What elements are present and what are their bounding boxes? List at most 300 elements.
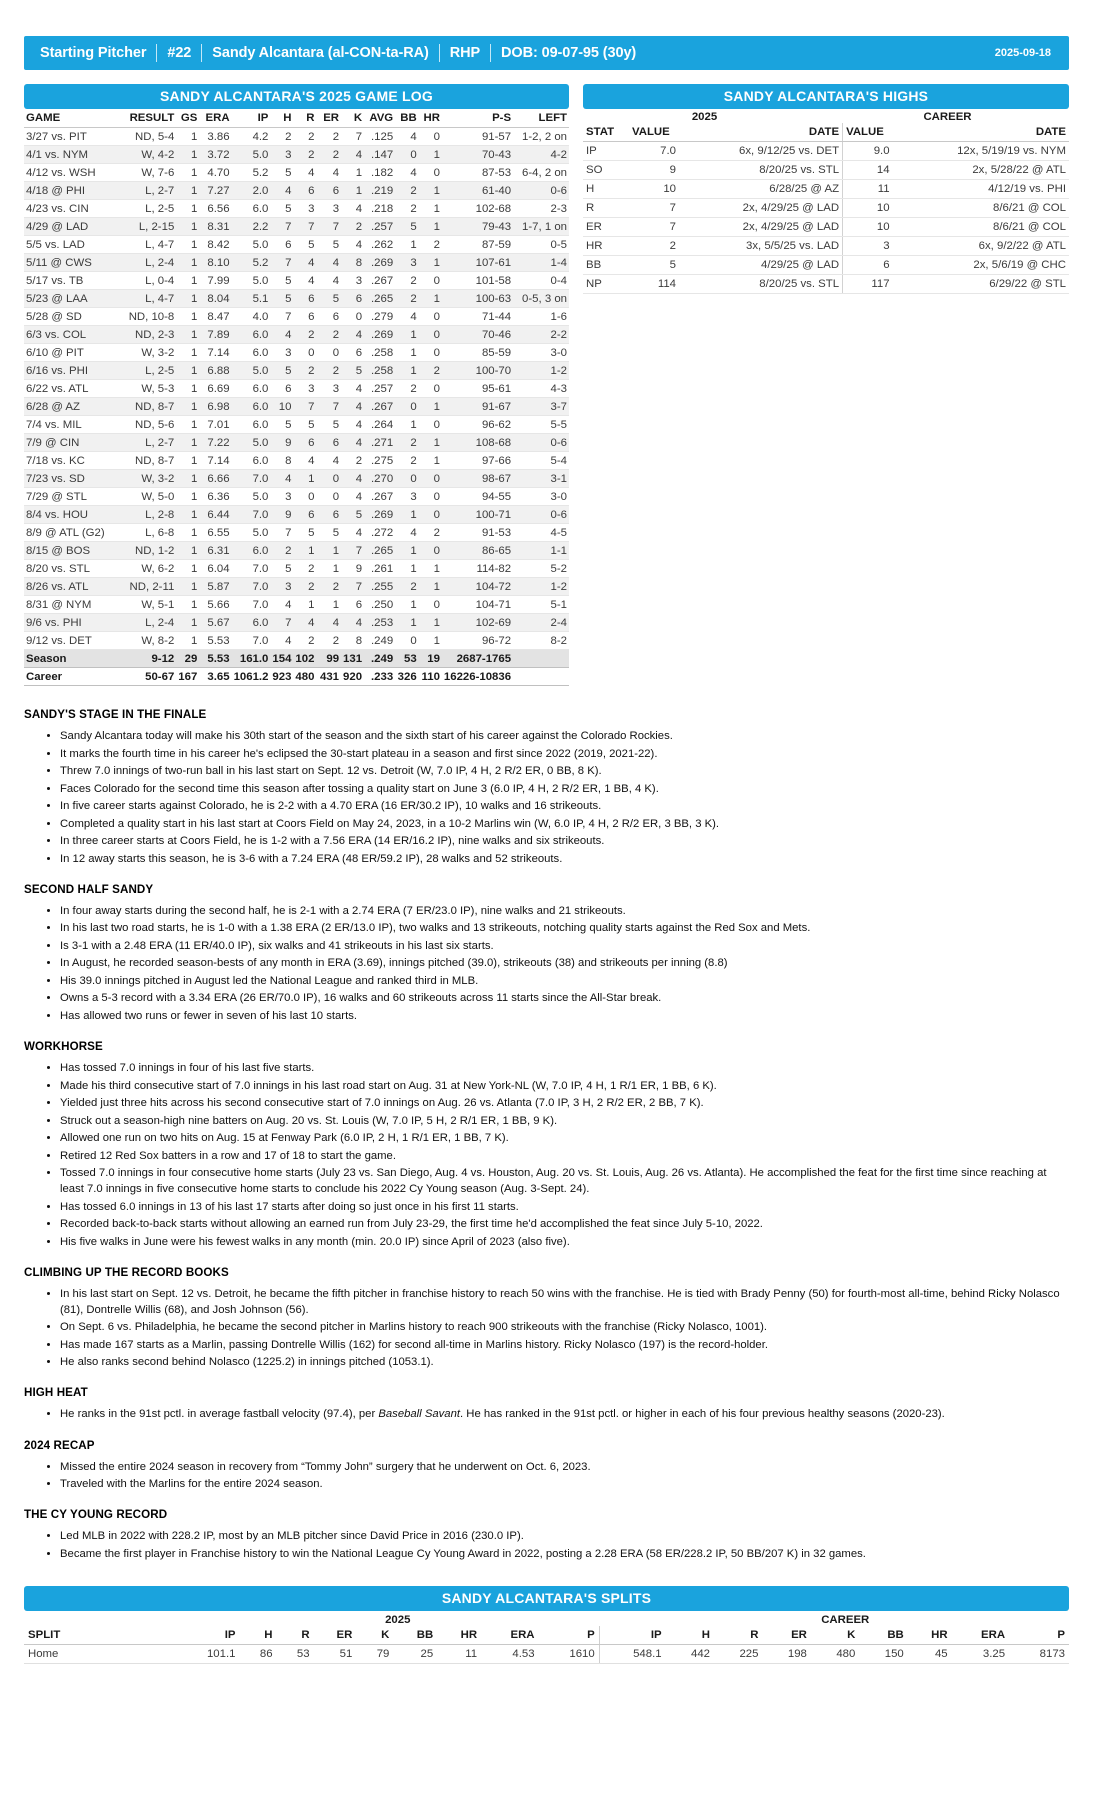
note-heading: 2024 RECAP (24, 1438, 95, 1452)
game-log-cell: 101-58 (442, 272, 513, 290)
game-log-cell: 1 (395, 326, 419, 344)
game-log-cell: .255 (364, 578, 395, 596)
game-log-cell: 5 (270, 200, 293, 218)
highs-cell: 114 (629, 275, 679, 294)
highs-header-row (583, 123, 1069, 142)
game-log-cell: 6.0 (232, 326, 271, 344)
game-log-cell: 1 (176, 632, 199, 650)
game-log-cell: 6/3 vs. COL (24, 326, 120, 344)
game-log-cell: 61-40 (442, 182, 513, 200)
game-log-cell: 5.67 (199, 614, 231, 632)
game-log-cell: 5-5 (513, 416, 569, 434)
game-log-cell: .182 (364, 164, 395, 182)
game-log-cell: 6 (316, 182, 341, 200)
game-log-cell: 4 (341, 146, 364, 164)
game-log-cell: .265 (364, 542, 395, 560)
game-log-cell: 4.2 (232, 128, 271, 146)
game-log-cell: 0 (395, 398, 419, 416)
game-log-cell: 79-43 (442, 218, 513, 236)
game-log-cell: 7/29 @ STL (24, 488, 120, 506)
game-log-table (24, 109, 569, 686)
game-log-cell: 6.0 (232, 542, 271, 560)
game-log-cell: 2 (419, 362, 442, 380)
game-log-cell: 8/20 vs. STL (24, 560, 120, 578)
highs-row (583, 256, 1069, 275)
splits-col-career-h: H (666, 1626, 714, 1645)
game-log-cell: 4 (293, 254, 316, 272)
note-bullet: • Missed the entire 2024 season in recovery from “Tommy John” surgery that he underwent on Oct. 6, 2023. (60, 1459, 1069, 1475)
highs-cell: ER (583, 218, 629, 237)
banner-dob: DOB: 09-07-95 (30y) (501, 45, 637, 61)
game-log-cell: 0 (419, 596, 442, 614)
game-log-cell: 2 (341, 218, 364, 236)
game-log-cell: 5.0 (232, 434, 271, 452)
game-log-cell: 1 (176, 560, 199, 578)
game-log-cell: 1 (176, 416, 199, 434)
game-log-cell: 9 (270, 434, 293, 452)
game-log-cell: 5/5 vs. LAD (24, 236, 120, 254)
game-log-cell: 1 (395, 596, 419, 614)
note-bullet: • Made his third consecutive start of 7.0 innings in his last road start on Aug. 31 at New York-NL (W, 7.0 IP, 4 H, 1 R/1 ER, 1 BB, 6 K). (60, 1078, 1069, 1094)
game-log-title: SANDY ALCANTARA'S 2025 GAME LOG (24, 84, 569, 109)
game-log-cell: 4/29 @ LAD (24, 218, 120, 236)
game-log-cell: 3 (270, 578, 293, 596)
game-log-cell: 1-2 (513, 362, 569, 380)
highs-cell: 8/6/21 @ COL (893, 218, 1069, 237)
splits-col-career-p: P (1009, 1626, 1069, 1645)
game-log-cell: 6 (316, 308, 341, 326)
game-log-cell: 91-57 (442, 128, 513, 146)
highs-col-1-value: VALUE (629, 123, 679, 142)
note-bullet: • In his last start on Sept. 12 vs. Detroit, he became the fifth pitcher in franchise history to reach 50 wins with the franchise. He is tied with Brady Penny (50) for fourth-most all-time, behind Ricky Nolasco (81), Dontrelle Willis (68), and Josh Johnson (56). (60, 1286, 1069, 1318)
note-bullet: • On Sept. 6 vs. Philadelphia, he became the second pitcher in Marlins history to reach 900 strikeouts with the franchise (Ricky Nolasco, 1001). (60, 1319, 1069, 1335)
splits-cell-2025: 53 (277, 1644, 314, 1663)
note-bullet: • Recorded back-to-back starts without allowing an earned run from July 23-29, the first time he'd accomplished the feat since July 5-10, 2022. (60, 1216, 1069, 1232)
game-log-cell: 1 (293, 596, 316, 614)
highs-cell: 6/29/22 @ STL (893, 275, 1069, 294)
game-log-cell: 6.0 (232, 614, 271, 632)
game-log-cell: .125 (364, 128, 395, 146)
game-log-cell: 5 (293, 524, 316, 542)
splits-cell-2025: 86 (239, 1644, 276, 1663)
note-bullet-list (42, 1406, 1069, 1422)
game-log-col-r: R (293, 109, 316, 128)
game-log-foot (24, 650, 569, 686)
game-log-cell: 5.2 (232, 164, 271, 182)
game-log-cell: .147 (364, 146, 395, 164)
game-log-cell: 6/22 vs. ATL (24, 380, 120, 398)
highs-cell: 7 (629, 218, 679, 237)
game-log-cell: 1 (176, 470, 199, 488)
game-log-cell: 1 (176, 398, 199, 416)
game-log-cell: 6/10 @ PIT (24, 344, 120, 362)
game-log-cell: .271 (364, 434, 395, 452)
game-log-cell: 8.47 (199, 308, 231, 326)
highs-cell: 2x, 5/28/22 @ ATL (893, 161, 1069, 180)
game-log-cell: .261 (364, 560, 395, 578)
splits-cell-2025: 4.53 (481, 1644, 538, 1663)
game-log-cell: 6.0 (232, 452, 271, 470)
game-log-cell: 5 (270, 272, 293, 290)
note-bullet: • Has tossed 6.0 innings in 13 of his last 17 starts after doing so just once in his first 11 starts. (60, 1199, 1069, 1215)
game-log-row (24, 254, 569, 272)
game-log-header-row (24, 109, 569, 128)
game-log-cell: 4 (270, 470, 293, 488)
game-log-cell: 5 (316, 236, 341, 254)
game-log-cell: 5 (270, 362, 293, 380)
game-log-cell: 100-71 (442, 506, 513, 524)
note-bullet: • Tossed 7.0 innings in four consecutive home starts (July 23 vs. San Diego, Aug. 4 vs. Houston, Aug. 20 vs. St. Louis, Aug. 26 vs. Atlanta). He accomplished the feat for the first time since reaching at least 7.0 innings in five consecutive home starts to conclude his 2022 Cy Young season (Aug. 3-Sept. 24). (60, 1165, 1069, 1197)
game-log-cell: 0 (316, 470, 341, 488)
highs-cell: 10 (843, 199, 893, 218)
game-log-cell: 7.99 (199, 272, 231, 290)
game-log-row (24, 506, 569, 524)
game-log-cell: 0-6 (513, 506, 569, 524)
game-log-total-cell: 923 (270, 668, 293, 686)
game-log-col-p-s: P-S (442, 109, 513, 128)
splits-col-career-bb: BB (859, 1626, 907, 1645)
game-log-cell: L, 0-4 (120, 272, 176, 290)
game-log-cell: 7 (341, 578, 364, 596)
game-log-cell: 5-1 (513, 596, 569, 614)
game-log-col-ip: IP (232, 109, 271, 128)
game-log-cell: ND, 1-2 (120, 542, 176, 560)
game-log-total-cell: 9-12 (120, 650, 176, 668)
game-log-cell: 4 (293, 272, 316, 290)
game-log-cell: 70-46 (442, 326, 513, 344)
game-log-cell: 4 (341, 416, 364, 434)
game-log-cell: 0 (419, 164, 442, 182)
highs-cell: HR (583, 237, 629, 256)
game-log-cell: 2 (395, 578, 419, 596)
game-log-row (24, 596, 569, 614)
splits-col-2025-p: P (539, 1626, 600, 1645)
game-log-cell: 7.14 (199, 344, 231, 362)
game-log-cell: 94-55 (442, 488, 513, 506)
game-log-cell: 104-71 (442, 596, 513, 614)
game-log-cell: .279 (364, 308, 395, 326)
game-log-cell: 7.22 (199, 434, 231, 452)
game-log-cell: 1 (419, 452, 442, 470)
game-log-cell: 2 (395, 200, 419, 218)
note-bullet: • He also ranks second behind Nolasco (1225.2) in innings pitched (1053.1). (60, 1354, 1069, 1370)
splits-group-spacer (24, 1614, 174, 1626)
game-log-row (24, 452, 569, 470)
game-log-cell: 0 (419, 416, 442, 434)
game-log-total-cell: 50-67 (120, 668, 176, 686)
game-log-cell: 0 (293, 344, 316, 362)
game-log-cell: 6.56 (199, 200, 231, 218)
splits-col-career-k: K (811, 1626, 859, 1645)
game-log-cell: 70-43 (442, 146, 513, 164)
game-log-cell: 1-2, 2 on (513, 128, 569, 146)
game-log-row (24, 290, 569, 308)
splits-table (24, 1626, 1069, 1664)
highs-cell: R (583, 199, 629, 218)
splits-cell-2025: 101.1 (174, 1644, 239, 1663)
game-log-row (24, 272, 569, 290)
highs-cell: 117 (843, 275, 893, 294)
game-log-row (24, 578, 569, 596)
game-log-row (24, 236, 569, 254)
game-log-cell: 0 (395, 470, 419, 488)
splits-col-2025-bb: BB (393, 1626, 437, 1645)
game-log-cell: 6.0 (232, 416, 271, 434)
highs-cell: 7 (629, 199, 679, 218)
game-log-cell: 7 (270, 254, 293, 272)
game-log-cell: 7.0 (232, 596, 271, 614)
game-log-cell: 6.55 (199, 524, 231, 542)
highs-cell: 3 (843, 237, 893, 256)
highs-cell: 9 (629, 161, 679, 180)
game-log-cell: L, 2-5 (120, 200, 176, 218)
game-log-cell: 3 (270, 344, 293, 362)
game-log-cell: 0 (419, 542, 442, 560)
game-log-total-cell: 431 (316, 668, 341, 686)
game-log-row (24, 128, 569, 146)
game-log-cell: 7.0 (232, 632, 271, 650)
game-log-cell: 7.89 (199, 326, 231, 344)
game-log-cell: 1 (176, 506, 199, 524)
game-log-cell: 2 (293, 578, 316, 596)
game-log-cell: 102-68 (442, 200, 513, 218)
game-log-cell: 1 (316, 560, 341, 578)
note-bullet: • Is 3-1 with a 2.48 ERA (11 ER/40.0 IP), six walks and 41 strikeouts in his last six starts. (60, 938, 1069, 954)
note-heading: SANDY'S STAGE IN THE FINALE (24, 708, 207, 721)
game-log-cell: L, 2-8 (120, 506, 176, 524)
game-log-body (24, 128, 569, 650)
top-tables-region (24, 84, 1069, 686)
game-log-head (24, 109, 569, 128)
game-log-cell: 6 (293, 182, 316, 200)
splits-cell-2025: 51 (314, 1644, 357, 1663)
game-log-cell: 5.2 (232, 254, 271, 272)
game-log-cell: ND, 10-8 (120, 308, 176, 326)
game-log-cell: 1 (419, 146, 442, 164)
game-log-cell: .270 (364, 470, 395, 488)
game-log-cell: W, 5-3 (120, 380, 176, 398)
splits-cell-2025: 79 (356, 1644, 393, 1663)
game-log-total-cell (513, 650, 569, 668)
game-log-cell: 2.2 (232, 218, 271, 236)
highs-cell: 6x, 9/12/25 vs. DET (679, 142, 843, 161)
note-bullet: • Traveled with the Marlins for the entire 2024 season. (60, 1476, 1069, 1492)
game-log-cell: 1 (176, 308, 199, 326)
note-bullet: • In his last two road starts, he is 1-0 with a 1.38 ERA (2 ER/13.0 IP), two walks and 13 strikeouts, notching quality starts against the Red Sox and Mets. (60, 920, 1069, 936)
game-log-cell: 9 (341, 560, 364, 578)
highs-section (583, 84, 1069, 294)
game-log-cell: 1 (176, 524, 199, 542)
game-log-cell: 100-63 (442, 290, 513, 308)
game-log-total-cell: Season (24, 650, 120, 668)
splits-group-career: CAREER (821, 1613, 870, 1626)
game-log-cell: 3 (270, 488, 293, 506)
highs-cell: SO (583, 161, 629, 180)
game-log-cell: 0-5, 3 on (513, 290, 569, 308)
game-log-total-cell: 326 (395, 668, 419, 686)
game-log-cell: 10 (270, 398, 293, 416)
game-log-cell: 1 (419, 560, 442, 578)
highs-col-2-date: DATE (679, 123, 843, 142)
game-log-cell: 6.0 (232, 398, 271, 416)
game-log-cell: 4 (316, 452, 341, 470)
game-log-cell: 4 (395, 128, 419, 146)
highs-cell: NP (583, 275, 629, 294)
game-log-cell: 2-3 (513, 200, 569, 218)
highs-cell: 6/28/25 @ AZ (679, 180, 843, 199)
game-log-total-cell: 1061.2 (232, 668, 271, 686)
game-log-cell: 96-62 (442, 416, 513, 434)
game-log-cell: 6/16 vs. PHI (24, 362, 120, 380)
game-log-cell: 0 (419, 506, 442, 524)
game-log-total-cell: 110 (419, 668, 442, 686)
highs-cell: 14 (843, 161, 893, 180)
splits-col-career-ip: IP (599, 1626, 665, 1645)
game-log-col-er: ER (316, 109, 341, 128)
splits-cell-career: 548.1 (599, 1644, 665, 1663)
game-log-cell: 4.70 (199, 164, 231, 182)
game-log-cell: 5.0 (232, 362, 271, 380)
game-log-cell: 0 (419, 470, 442, 488)
game-log-cell: 8.04 (199, 290, 231, 308)
banner-jersey-number: #22 (167, 45, 192, 61)
game-log-cell: 2 (293, 362, 316, 380)
game-log-col-left: LEFT (513, 109, 569, 128)
game-log-cell: 4 (341, 200, 364, 218)
game-log-cell: 4 (341, 398, 364, 416)
splits-cell-2025: 11 (437, 1644, 481, 1663)
game-log-row (24, 218, 569, 236)
game-log-cell: 4 (341, 524, 364, 542)
game-log-cell: ND, 2-11 (120, 578, 176, 596)
game-log-cell: 4-3 (513, 380, 569, 398)
game-log-cell: 85-59 (442, 344, 513, 362)
game-log-row (24, 614, 569, 632)
game-log-cell: 2 (293, 146, 316, 164)
note-bullet: • Struck out a season-high nine batters on Aug. 20 vs. St. Louis (W, 7.0 IP, 5 H, 2 R/1 ER, 1 BB, 9 K). (60, 1113, 1069, 1129)
game-log-cell: 7 (270, 524, 293, 542)
game-log-cell: 4 (316, 254, 341, 272)
game-log-cell: 3 (316, 380, 341, 398)
game-log-row (24, 524, 569, 542)
game-log-cell: 1 (176, 434, 199, 452)
game-log-cell: 4.0 (232, 308, 271, 326)
game-log-cell: 5.87 (199, 578, 231, 596)
game-log-cell: 7.0 (232, 578, 271, 596)
highs-cell: 4/29/25 @ LAD (679, 256, 843, 275)
game-log-cell: 0 (395, 632, 419, 650)
game-log-cell: ND, 8-7 (120, 398, 176, 416)
game-log-cell: .219 (364, 182, 395, 200)
game-log-cell: 7.0 (232, 470, 271, 488)
game-log-col-bb: BB (395, 109, 419, 128)
note-bullet: • Threw 7.0 innings of two-run ball in his last start on Sept. 12 vs. Detroit (W, 7.0 IP, 4 H, 2 R/2 ER, 0 BB, 8 K). (60, 763, 1069, 779)
game-log-cell: 8/15 @ BOS (24, 542, 120, 560)
game-log-cell: 1 (395, 614, 419, 632)
highs-cell: H (583, 180, 629, 199)
game-log-cell: 7/4 vs. MIL (24, 416, 120, 434)
game-log-total-cell: 131 (341, 650, 364, 668)
game-log-cell: 1 (395, 506, 419, 524)
game-log-cell: 1 (176, 596, 199, 614)
highs-cell: 6 (843, 256, 893, 275)
game-log-cell: 1-1 (513, 542, 569, 560)
game-log-cell: 1 (395, 362, 419, 380)
note-bullet: • It marks the fourth time in his career he's eclipsed the 30-start plateau in a season and first since 2022 (2019, 2021-22). (60, 746, 1069, 762)
game-log-total-cell: 5.53 (199, 650, 231, 668)
game-log-cell: 102-69 (442, 614, 513, 632)
game-log-cell: 4/12 vs. WSH (24, 164, 120, 182)
game-log-cell: 1 (316, 542, 341, 560)
highs-row (583, 199, 1069, 218)
game-log-cell: 4 (293, 164, 316, 182)
note-bullet: • In 12 away starts this season, he is 3-6 with a 7.24 ERA (48 ER/59.2 IP), 28 walks and 52 strikeouts. (60, 851, 1069, 867)
game-log-cell: 0-4 (513, 272, 569, 290)
highs-cell: 12x, 5/19/19 vs. NYM (893, 142, 1069, 161)
banner-throwing-hand: RHP (449, 45, 481, 61)
game-log-cell: 2 (293, 560, 316, 578)
game-log-cell: 1 (316, 596, 341, 614)
game-log-cell: 6 (316, 434, 341, 452)
game-log-cell: 4 (341, 380, 364, 398)
game-log-cell: 6 (270, 236, 293, 254)
game-log-cell: 100-70 (442, 362, 513, 380)
game-log-cell: 95-61 (442, 380, 513, 398)
game-log-cell: 1 (395, 560, 419, 578)
note-bullet: • Became the first player in Franchise history to win the National League Cy Young Award in 2022, posting a 2.28 ERA (58 ER/228.2 IP, 50 BB/207 K) in 32 games. (60, 1546, 1069, 1562)
game-log-cell: 3 (270, 146, 293, 164)
game-log-cell: 5.1 (232, 290, 271, 308)
game-log-row (24, 182, 569, 200)
game-log-col-hr: HR (419, 109, 442, 128)
highs-cell: 8/20/25 vs. STL (679, 161, 843, 180)
game-log-cell: .272 (364, 524, 395, 542)
game-log-cell: 6 (293, 308, 316, 326)
game-log-total-row (24, 668, 569, 686)
player-banner (24, 36, 1069, 70)
game-log-cell: 1 (176, 344, 199, 362)
game-log-cell: 7.27 (199, 182, 231, 200)
game-log-cell: 1 (176, 380, 199, 398)
game-log-total-cell: 99 (316, 650, 341, 668)
note-bullet: • Completed a quality start in his last start at Coors Field on May 24, 2023, in a 10-2 Marlins win (W, 6.0 IP, 4 H, 2 R/2 ER, 3 BB, 3 K). (60, 816, 1069, 832)
game-log-cell: 6.44 (199, 506, 231, 524)
game-log-cell: 1 (176, 542, 199, 560)
game-log-cell: 3-1 (513, 470, 569, 488)
game-log-cell: 5-2 (513, 560, 569, 578)
game-log-cell: 5 (270, 164, 293, 182)
game-log-cell: 2 (293, 632, 316, 650)
note-heading: WORKHORSE (24, 1039, 103, 1053)
game-log-cell: 7.0 (232, 506, 271, 524)
game-log-cell: 6 (293, 290, 316, 308)
game-log-cell: 2 (316, 146, 341, 164)
highs-cell: 2x, 4/29/25 @ LAD (679, 199, 843, 218)
game-log-cell: .253 (364, 614, 395, 632)
game-log-cell: 6 (270, 380, 293, 398)
splits-title: SANDY ALCANTARA'S SPLITS (24, 1586, 1069, 1611)
note-bullet: • Owns a 5-3 record with a 3.34 ERA (26 ER/70.0 IP), 16 walks and 60 strikeouts across 11 starts since the All-Star break. (60, 990, 1069, 1006)
game-log-cell: W, 4-2 (120, 146, 176, 164)
game-log-cell: 0 (419, 380, 442, 398)
highs-cell: 9.0 (843, 142, 893, 161)
game-log-row (24, 488, 569, 506)
highs-cell: BB (583, 256, 629, 275)
game-log-cell: 1 (395, 236, 419, 254)
game-log-cell: 5/17 vs. TB (24, 272, 120, 290)
game-log-cell: 4 (341, 488, 364, 506)
game-log-cell: 6.04 (199, 560, 231, 578)
